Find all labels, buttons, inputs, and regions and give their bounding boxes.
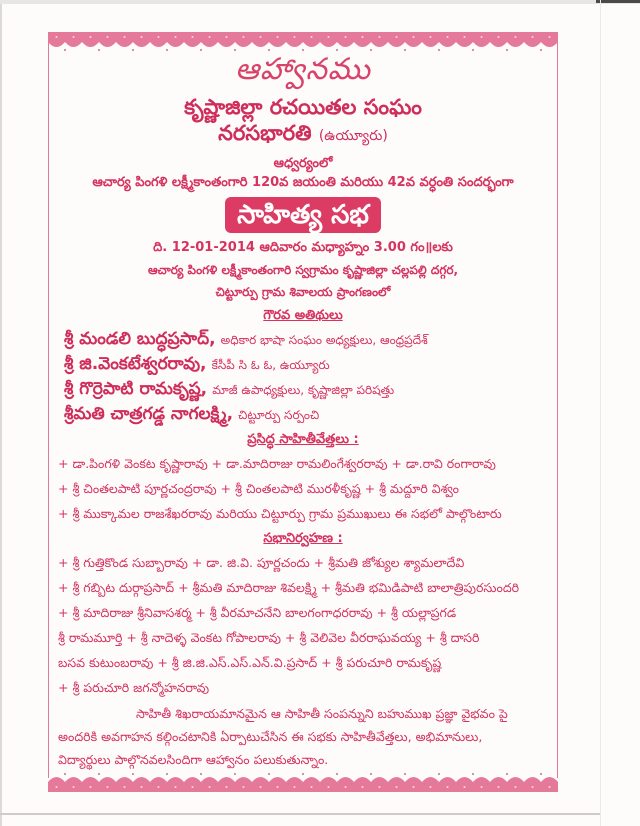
- closing-line: సాహితీ శిఖరాయమానమైన ఆ సాహితీ సంపన్నుని బహుముఖ ప్రజ్ఞా వైభవం పై: [136, 706, 508, 721]
- scan-edge-bottom: [0, 813, 600, 815]
- guest-name: శ్రీ గొర్రెపాటి రామకృష్ణ,: [64, 379, 208, 399]
- guest-item: [64, 377, 554, 402]
- guest-item: [64, 327, 554, 352]
- closing-line: విద్యార్థులు పాల్గొనవలసిందిగా ఆహ్వానం పలుకుతున్నాం.: [58, 752, 329, 767]
- guest-name: శ్రీ జి.వెంకటేశ్వరరావు,: [64, 354, 207, 374]
- organizers-list: [52, 550, 554, 700]
- guest-role: అధికార భాషా సంఘం అధ్యక్షులు, ఆంధ్రప్రదేశ్: [220, 333, 428, 347]
- event-title-wrap: [52, 197, 554, 237]
- organizers-line: + శ్రీ గుత్తికొండ సుబ్బారావు + డా. జి.వి. పూర్ణచందు + శ్రీమతి జోశ్యుల శ్యామలాదేవి: [58, 555, 465, 570]
- literary-figures-line: + డా.పింగళి వెంకట కృష్ణారావు + డా.మాదిరాజు రామలింగేశ్వరరావు + డా.రావి రంగారావు: [58, 456, 496, 471]
- guest-name: శ్రీమతి చాత్రగడ్డ నాగలక్ష్మి,: [64, 404, 234, 424]
- event-venue-line1: ఆచార్య పింగళి లక్ష్మీకాంతంగారి స్వగ్రామం కృష్ణాజిల్లా చల్లపల్లి దగ్గర,: [147, 263, 459, 277]
- under-auspices-label: ఆధ్వర్యంలో: [273, 156, 333, 171]
- event-datetime: ది. 12-01-2014 ఆదివారం మధ్యాహ్నం 3.00 గం॥లకు: [153, 240, 453, 255]
- guests-of-honour-list: [52, 327, 554, 427]
- guest-role: కేసీపీ సి ఓ ఓ, ఉయ్యూరు: [211, 358, 330, 372]
- invitation-logo: ఆహ్వానము: [235, 52, 371, 87]
- organization-place: (ఉయ్యూరు): [318, 128, 388, 144]
- scalloped-border-bottom: [48, 770, 558, 792]
- guest-role: మాజీ ఉపాధ్యక్షులు, కృష్ణాజిల్లా పరిషత్తు: [212, 383, 395, 397]
- organization-subname-text: నరసభారతి: [218, 121, 312, 145]
- scan-edge-right: [600, 0, 601, 826]
- invitation-content: [52, 50, 554, 771]
- guests-of-honour-heading: గౌరవ అతిథులు: [263, 308, 343, 323]
- literary-figures-line: + శ్రీ ముక్కామల రాజశేఖరరావు మరియు చిట్టూర్పు గ్రామ ప్రముఖులు ఈ సభలో పాల్గొంటారు: [58, 506, 502, 521]
- guest-role: చిట్టూర్పు సర్పంచి: [238, 408, 320, 422]
- organizers-line: బసవ కుటుంబరావు + శ్రీ జి.జి.ఎస్.ఎస్.ఎన్.వి.ప్రసాద్ + శ్రీ పరుచూరి రామకృష్ణ: [58, 655, 442, 670]
- guest-item: [64, 402, 554, 427]
- scan-edge-top: [0, 0, 640, 4]
- occasion-line: ఆచార్య పింగళి లక్ష్మీకాంతంగారి 120వ జయంతి మరియు 42వ వర్ధంతి సందర్భంగా: [92, 175, 514, 190]
- organizers-line: + శ్రీ మాదిరాజు శ్రీనివాసశర్మ + శ్రీ వీరమాచనేని బాలగంగాధరరావు + శ్రీ యల్లాప్రగడ: [58, 605, 457, 620]
- organizers-line: + శ్రీ పరుచూరి జగన్మోహనరావు: [58, 680, 210, 695]
- literary-figures-list: [52, 451, 554, 526]
- scan-edge-left: [0, 0, 2, 826]
- closing-line: అందరికి అవగాహన కల్గించటానికి ఏర్పాటుచేసిన ఈ సభకు సాహితీవేత్తలు, అభిమానులు,: [58, 729, 483, 744]
- event-venue-line2: చిట్టూర్పు గ్రామ శివాలయ ప్రాంగణంలో: [215, 285, 391, 299]
- literary-figures-heading: ప్రసిద్ధ సాహితీవేత్తలు :: [247, 432, 359, 447]
- guest-item: [64, 352, 554, 377]
- organizers-heading: సభానిర్వహణ :: [263, 531, 343, 546]
- event-title-badge: సాహిత్య సభ: [225, 197, 381, 233]
- guest-name: శ్రీ మండలి బుద్ధప్రసాద్,: [64, 329, 216, 349]
- literary-figures-line: + శ్రీ చింతలపాటి పూర్ణచంద్రరావు + శ్రీ చింతలపాటి మురళీకృష్ణ + శ్రీ మద్దూరి విశ్వం: [58, 481, 459, 496]
- organization-name: కృష్ణాజిల్లా రచయితల సంఘం: [184, 95, 422, 119]
- organization-subname: [52, 120, 554, 149]
- organizers-line: + శ్రీ గబ్బిట దుర్గాప్రసాద్ + శ్రీమతి మాదిరాజు శివలక్ష్మి + శ్రీమతి భమిడిపాటి బాలాత్రిపురసుందరి: [58, 580, 520, 595]
- scan-shadow-corner: [596, 0, 640, 3]
- closing-paragraph: [52, 702, 554, 771]
- organizers-line: శ్రీ రామమూర్తి + శ్రీ నాదెళ్ళ వెంకట గోపాలరావు + శ్రీ వెలివెల వీరరాఘవయ్య + శ్రీ దాసరి: [58, 630, 480, 645]
